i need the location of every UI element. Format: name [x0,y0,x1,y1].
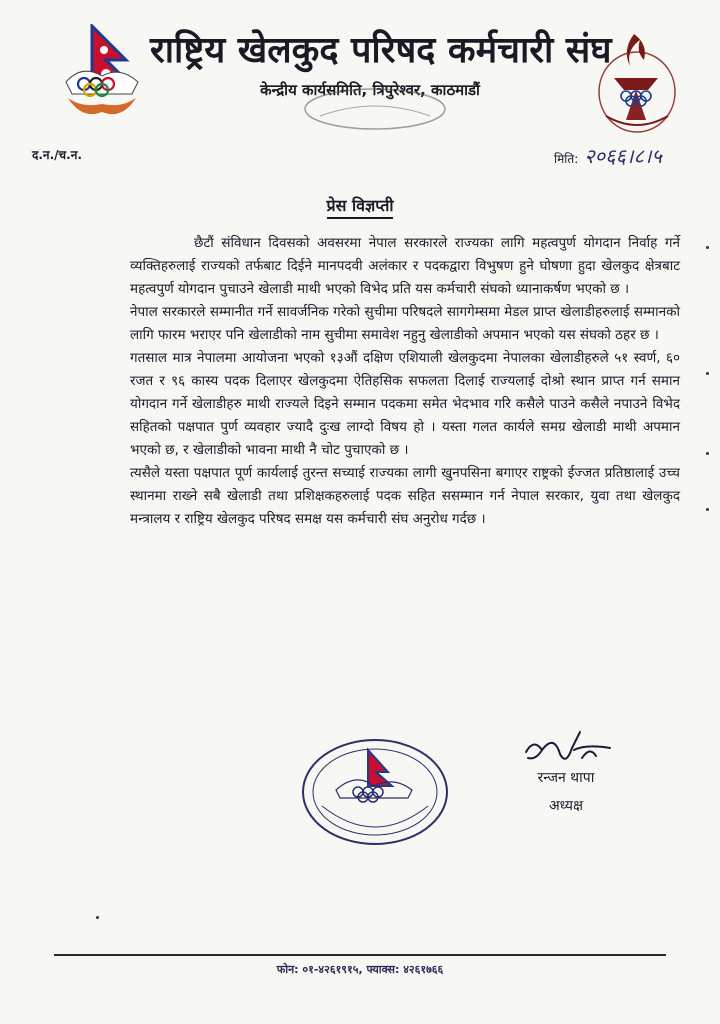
scan-dot [706,508,709,511]
header-stamp-icon [300,86,450,132]
footer-contact: फोन: ०१-४२६१९१५, फ्याक्स: ४२६१७६६ [276,963,444,976]
footer-divider [54,954,666,956]
org-name: राष्ट्रिय खेलकुद परिषद कर्मचारी संघ [150,30,612,71]
scan-dot [706,372,709,375]
paragraph-2: नेपाल सरकारले सम्मानीत गर्ने सावर्जनिक गरेको सुचीमा परिषदले सागगेम्समा मेडल प्राप्त खेलाडीहरुलाई सम्मानको लागि फारम भराएर पनि खेलाडीको नाम सुचीमा समावेश नहुनु खेलाडीको अपमान भएको यस संघको ठहर छ । [130,304,680,343]
paragraph-1: छैटौं संविधान दिवसको अवसरमा नेपाल सरकारले राज्यका लागि महत्वपुर्ण योगदान निर्वाह गर्ने व्यक्तिहरुलाई राज्यको तर्फबाट दिईने मानपदवी अलंकार र पदकद्वारा विभुषण हुने घोषणा हुदा खेलकुद क्षेत्रबाट महत्वपुर्ण योगदान पुचाउने खेलाडी माथी भएको विभेद प्रति यस कर्मचारी संघको ध्यानाकर्षण भएको छ । [130,235,680,297]
torch-olympic-rings-emblem-icon [596,30,678,138]
signatory-name: रन्जन थापा [537,770,595,786]
scan-dot [706,246,709,249]
signatory-title: अध्यक्ष [548,798,584,814]
date-line [554,142,662,169]
signature-icon [520,728,616,772]
body-text [130,232,680,531]
reference-number: द.न./च.न. [32,148,82,162]
heading-text: प्रेस विज्ञप्ती [327,196,394,219]
paragraph-3: गतसाल मात्र नेपालमा आयोजना भएको १३औं दक्षिण एशियाली खेलकुदमा नेपालका खेलाडीहरुले ५१ स्वर्ण, ६० रजत र ९६ कास्य पदक दिलाएर खेलकुदमा ऐतिहसिक सफलता दिलाई राज्यलाई दोश्रो स्थान प्राप्त गर्न समान योगदान गर्ने खेलाडीहरु माथी राज्यले दिइने सम्मान पदकमा समेत भेदभाव गरि कसैले पाउने कसैले नपाउने विभेद सहितको पक्षपात पुर्ण व्यवहार ज्यादै दुःख लाग्दो विषय हो । यस्ता गलत कार्यले समग्र खेलाडी माथी अपमान भएको छ, र खेलाडीको भावना माथी नै चोट पुचाएको छ । [130,350,680,458]
org-subtitle: केन्द्रीय कार्यसमिति, त्रिपुरेश्वर, काठमाडौं [260,81,480,99]
press-release-heading [0,194,720,216]
date-label: मिति: [554,152,579,166]
date-value: २०६६।८।५ [584,144,662,168]
paragraph-4: त्यसैले यस्ता पक्षपात पूर्ण कार्यलाई तुरन्त सच्याई राज्यका लागी खुनपसिना बगाएर राष्ट्रको ईज्जत प्रतिष्ठालाई उच्च स्थानमा राख्ने सबै खेलाडी तथा प्रशिक्षकहरुलाई पदक सहित ससम्मान गर्न नेपाल सरकार, युवा तथा खेलकुद मन्त्रालय र राष्ट्रिय खेलकुद परिषद समक्ष यस कर्मचारी संघ अनुरोध गर्दछ । [130,465,680,527]
union-round-seal-icon [300,736,450,848]
nepal-flag-olympic-rings-logo-icon [62,24,142,124]
scan-dot [96,916,99,919]
scan-dot [706,452,709,455]
